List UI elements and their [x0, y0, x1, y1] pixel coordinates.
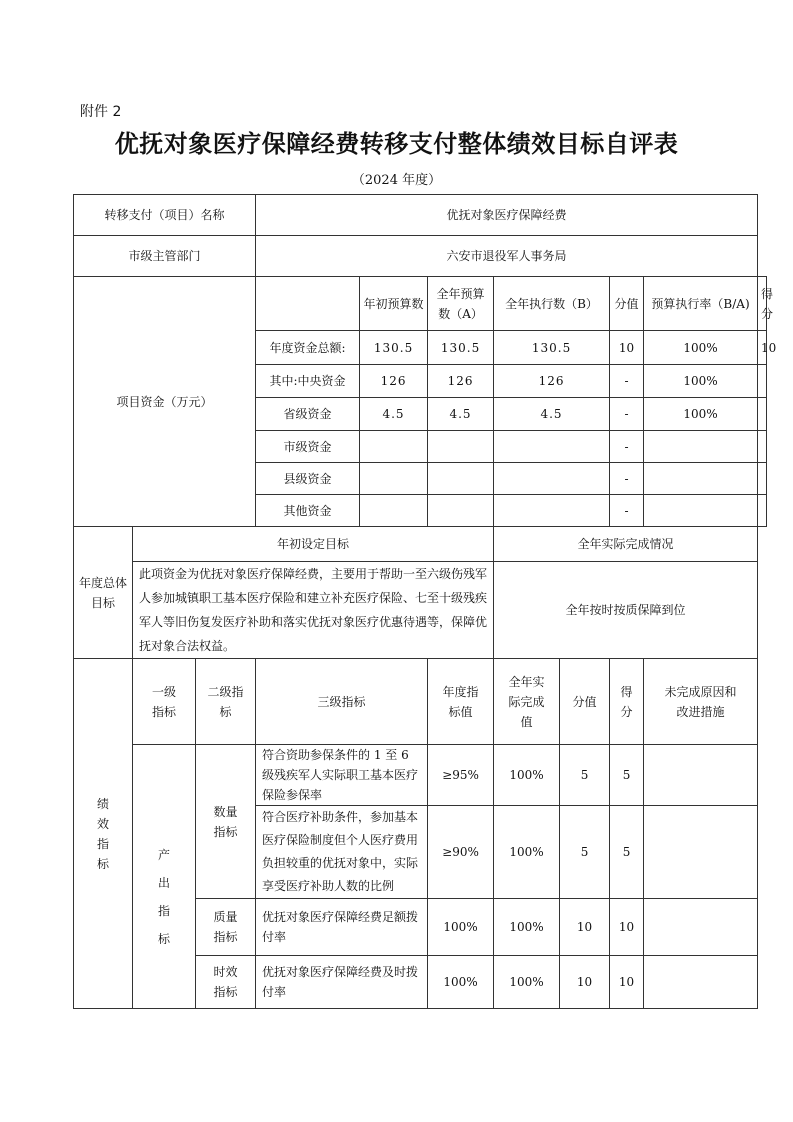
funds-label: 项目资金（万元）	[74, 277, 256, 527]
funds-row-name: 县级资金	[256, 463, 360, 495]
perf-row-actual: 100%	[494, 745, 560, 806]
perf-row-score: 5	[610, 745, 644, 806]
dept-value: 六安市退役军人事务局	[256, 236, 758, 277]
funds-row-score-value: -	[610, 365, 644, 398]
perf-header-score: 得分	[610, 659, 644, 745]
perf-row-target: ≥90%	[428, 806, 494, 899]
funds-row-executed: 130.5	[494, 331, 610, 365]
funds-row-score-value: -	[610, 463, 644, 495]
goal-done-header: 全年实际完成情况	[494, 527, 758, 562]
perf-row-score: 10	[610, 956, 644, 1009]
funds-row-annual	[428, 495, 494, 527]
funds-header-annual: 全年预算数（A）	[428, 277, 494, 331]
page-title: 优抚对象医疗保障经费转移支付整体绩效目标自评表	[114, 129, 679, 158]
funds-row-rate	[644, 463, 758, 495]
funds-row-executed: 126	[494, 365, 610, 398]
perf-row-reason	[644, 806, 758, 899]
funds-row-annual: 126	[428, 365, 494, 398]
funds-header-executed: 全年执行数（B）	[494, 277, 610, 331]
table-row	[74, 236, 767, 277]
funds-row-score	[758, 431, 767, 463]
perf-row-target: ≥95%	[428, 745, 494, 806]
funds-row-initial	[360, 495, 428, 527]
funds-header-rate: 预算执行率（B/A)	[644, 277, 758, 331]
goal-set-text: 此项资金为优抚对象医疗保障经费，主要用于帮助一至六级伤残军人参加城镇职工基本医疗保险和建立补充医疗保险、七至十级残疾军人等旧伤复发医疗补助和落实优抚对象医疗优惠待遇等，保障优抚对象合法权益。	[133, 562, 494, 659]
funds-row-initial: 4.5	[360, 398, 428, 431]
table-row	[74, 195, 767, 236]
perf-header-level1: 一级指标	[133, 659, 196, 745]
funds-row-executed	[494, 495, 610, 527]
perf-row-reason	[644, 899, 758, 956]
funds-row-score	[758, 495, 767, 527]
perf-header-actual: 全年实际完成值	[494, 659, 560, 745]
funds-row-rate: 100%	[644, 365, 758, 398]
funds-row-name: 年度资金总额:	[256, 331, 360, 365]
annual-goal-label: 年度总体目标	[74, 527, 133, 659]
funds-row-rate: 100%	[644, 331, 758, 365]
level2-quality-indicator: 质量指标	[196, 899, 256, 956]
perf-row-actual: 100%	[494, 899, 560, 956]
perf-row-score-value: 10	[560, 899, 610, 956]
perf-row-indicator: 优抚对象医疗保障经费足额拨付率	[256, 899, 428, 956]
perf-row-reason	[644, 956, 758, 1009]
dept-label: 市级主管部门	[74, 236, 256, 277]
funds-row-annual: 130.5	[428, 331, 494, 365]
funds-row-score-value: -	[610, 431, 644, 463]
perf-header-score-value: 分值	[560, 659, 610, 745]
year-label: （2024 年度）	[351, 173, 442, 188]
perf-row-score: 10	[610, 899, 644, 956]
funds-row-initial: 130.5	[360, 331, 428, 365]
funds-row-name: 其中:中央资金	[256, 365, 360, 398]
perf-row-indicator: 优抚对象医疗保障经费及时拨付率	[256, 956, 428, 1009]
perf-row-score-value: 10	[560, 956, 610, 1009]
goal-set-header: 年初设定目标	[133, 527, 494, 562]
perf-row	[74, 745, 767, 806]
funds-row-name: 其他资金	[256, 495, 360, 527]
perf-header-reason: 未完成原因和改进措施	[644, 659, 758, 745]
perf-row-score: 5	[610, 806, 644, 899]
performance-label: 绩效指标	[74, 659, 133, 1009]
transfer-label: 转移支付（项目）名称	[74, 195, 256, 236]
funds-row-score-value: -	[610, 495, 644, 527]
funds-row-initial	[360, 463, 428, 495]
perf-row-actual: 100%	[494, 806, 560, 899]
perf-row-actual: 100%	[494, 956, 560, 1009]
funds-row-initial: 126	[360, 365, 428, 398]
funds-row-rate	[644, 431, 758, 463]
funds-header-score-value: 分值	[610, 277, 644, 331]
attachment-label: 附件 2	[80, 104, 122, 120]
funds-row-executed	[494, 463, 610, 495]
funds-row-score	[758, 463, 767, 495]
level2-timeliness-indicator: 时效指标	[196, 956, 256, 1009]
perf-header-row	[74, 659, 767, 745]
perf-header-level3: 三级指标	[256, 659, 428, 745]
funds-row-rate	[644, 495, 758, 527]
funds-row-initial	[360, 431, 428, 463]
funds-row-score-value: -	[610, 398, 644, 431]
funds-row-score	[758, 365, 767, 398]
funds-row-executed	[494, 431, 610, 463]
funds-header-score: 得分	[758, 277, 767, 331]
goal-done-text: 全年按时按质保障到位	[494, 562, 758, 659]
perf-header-level2: 二级指标	[196, 659, 256, 745]
perf-row-score-value: 5	[560, 806, 610, 899]
perf-row-target: 100%	[428, 956, 494, 1009]
funds-row-executed: 4.5	[494, 398, 610, 431]
funds-row-score-value: 10	[610, 331, 644, 365]
funds-row-annual	[428, 463, 494, 495]
perf-header-target: 年度指标值	[428, 659, 494, 745]
funds-header-initial: 年初预算数	[360, 277, 428, 331]
perf-row-reason	[644, 745, 758, 806]
funds-row-score: 10	[758, 331, 767, 365]
funds-header-empty	[256, 277, 360, 331]
perf-row-indicator: 符合医疗补助条件，参加基本医疗保险制度但个人医疗费用负担较重的优抚对象中，实际享受医疗补助人数的比例	[256, 806, 428, 899]
goal-content-row	[74, 562, 767, 659]
funds-row-name: 省级资金	[256, 398, 360, 431]
self-evaluation-table	[73, 194, 777, 1009]
transfer-value: 优抚对象医疗保障经费	[256, 195, 758, 236]
funds-header-row	[74, 277, 767, 331]
level1-output-indicator: 产出指标	[133, 745, 196, 1009]
level2-quantity-indicator: 数量指标	[196, 745, 256, 899]
perf-row-indicator: 符合资助参保条件的 1 至 6 级残疾军人实际职工基本医疗保险参保率	[256, 745, 428, 806]
funds-row-name: 市级资金	[256, 431, 360, 463]
funds-row-annual: 4.5	[428, 398, 494, 431]
goal-header-row	[74, 527, 767, 562]
funds-row-rate: 100%	[644, 398, 758, 431]
funds-row-annual	[428, 431, 494, 463]
perf-row-target: 100%	[428, 899, 494, 956]
perf-row-score-value: 5	[560, 745, 610, 806]
funds-row-score	[758, 398, 767, 431]
